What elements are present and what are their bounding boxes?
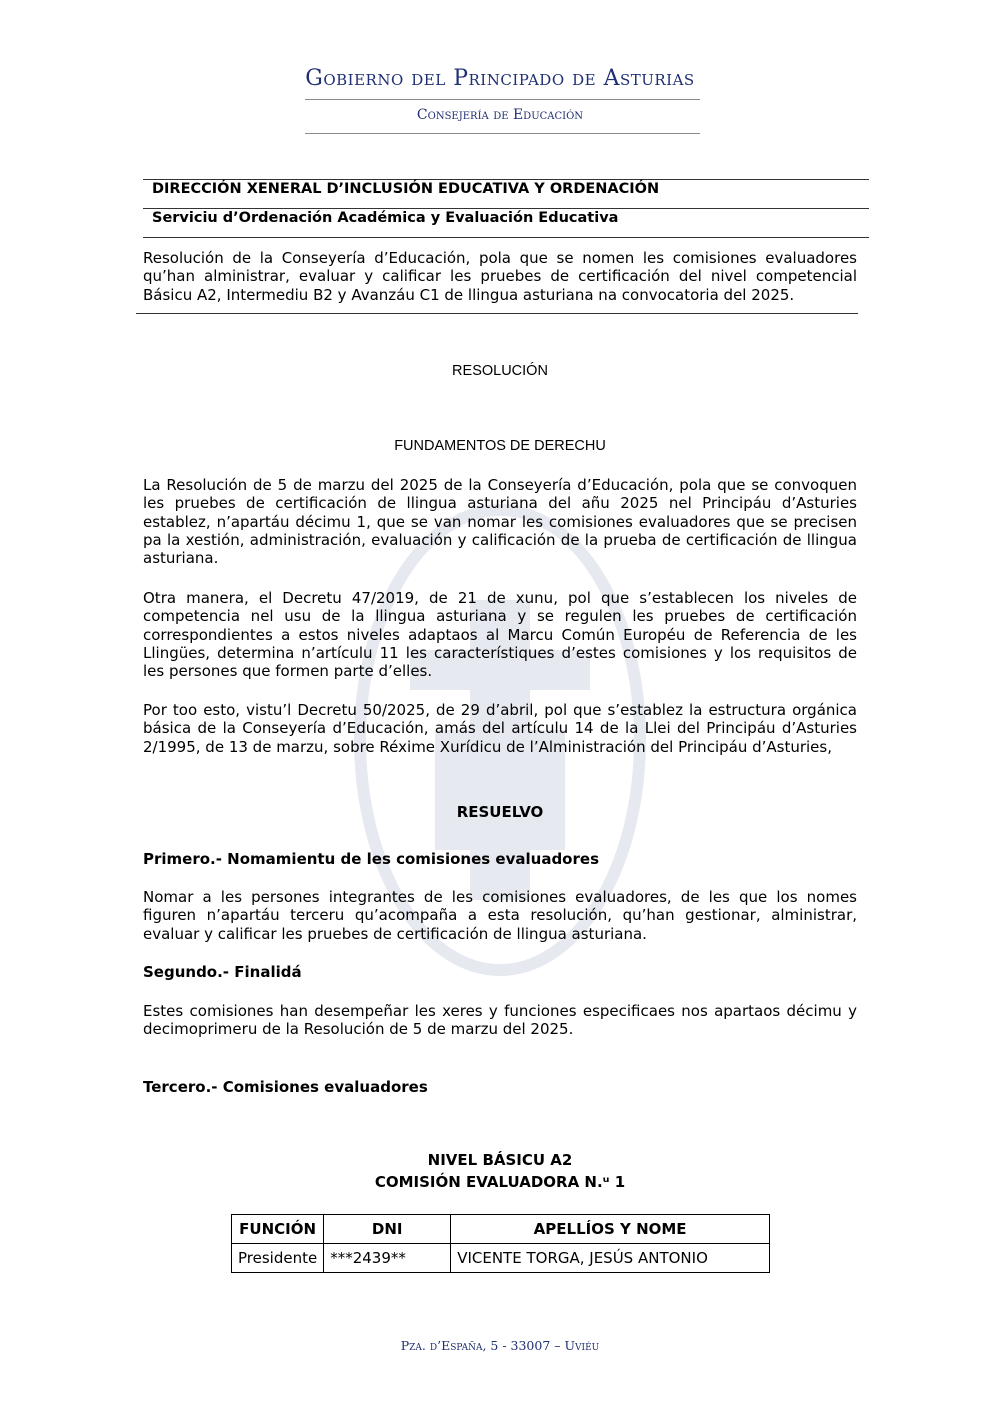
subject-rule [136, 313, 858, 314]
column-header-name: APELLÍOS Y NOME [451, 1215, 770, 1244]
paragraph-3: Por too esto, vistu’l Decretu 50/2025, de 29 d’abril, pol que s’establez la estructura orgánica básica de la Conseyería d’Educación, amás del artículu 14 de la Llei del Principáu d’Asturies 2/1995, de 13 de marzu, sobre Réxime Xurídicu de l’Alministración del Principáu d’Asturies, [143, 701, 857, 756]
column-header-funcion: FUNCIÓN [232, 1215, 324, 1244]
table-header-row [232, 1215, 770, 1244]
primero-text: Nomar a les persones integrantes de les comisiones evaluadores, de les que los nomes figuren n’apartáu terceru qu’acompaña a esta resolución, qu’han gestionar, alministrar, evaluar y calificar les pruebes de certificación de llingua asturiana. [143, 888, 857, 943]
segundo-text: Estes comisiones han desempeñar les xeres y funciones especificaes nos apartaos décimu y decimoprimeru de la Resolución de 5 de marzu del 2025. [143, 1002, 857, 1039]
level-title: NIVEL BÁSICU A2 [427, 1151, 573, 1169]
paragraph-2: Otra manera, el Decretu 47/2019, de 21 de xunu, pol que s’establecen los niveles de competencia nel usu de la llingua asturiana y se regulen les pruebes de certificación correspondientes a estos niveles adaptaos al Marcu Común Européu de Referencia de les Llingües, determina n’artículu 11 les característiques d’estes comisiones y los requisitos de les persones que formen parte d’elles. [143, 589, 857, 681]
footer-address: Pza. d’España, 5 - 33007 – Uviéu [400, 1338, 600, 1353]
resolution-subject: Resolución de la Conseyería d’Educación, pola que se nomen les comisiones evaluadores qu’han alministrar, evaluar y calificar les pruebes de certificación del nivel competencial Básicu A2, Intermediu B2 y Avanzáu C1 de llingua asturiana na convocatoria del 2025. [143, 249, 857, 304]
directorate-name: DIRECCIÓN XENERAL D’INCLUSIÓN EDUCATIVA Y ORDENACIÓN [152, 181, 660, 197]
fundamentos-heading: FUNDAMENTOS DE DERECHU [394, 438, 606, 454]
section-rule-bottom [143, 237, 869, 238]
cell-dni: ***2439** [324, 1244, 451, 1273]
table-row [232, 1244, 770, 1273]
resolution-heading: RESOLUCIÓN [452, 363, 548, 379]
commission-title: COMISIÓN EVALUADORA N.ᵘ 1 [374, 1173, 626, 1191]
column-header-dni: DNI [324, 1215, 451, 1244]
cell-funcion: Presidente [232, 1244, 324, 1273]
resuelvo-heading: RESUELVO [456, 803, 544, 821]
section-rule-top [143, 179, 869, 180]
service-name: Serviciu d’Ordenación Académica y Evaluación Educativa [152, 210, 619, 226]
primero-heading: Primero.- Nomamientu de les comisiones evaluadores [143, 850, 599, 868]
header-divider-bottom [305, 133, 700, 134]
segundo-heading: Segundo.- Finalidá [143, 963, 302, 981]
section-rule-middle [143, 208, 869, 209]
organization-title: Gobierno del Principado de Asturias [305, 66, 695, 91]
tercero-heading: Tercero.- Comisiones evaluadores [143, 1078, 428, 1096]
commission-table [231, 1214, 770, 1273]
cell-name: VICENTE TORGA, JESÚS ANTONIO [451, 1244, 770, 1273]
paragraph-1: La Resolución de 5 de marzu del 2025 de la Conseyería d’Educación, pola que se convoquen les pruebes de certificación de llingua asturiana del añu 2025 nel Principáu d’Asturies establez, n’apartáu décimu 1, que se van nomar les comisiones evaluadores que se precisen pa la xestión, administración, evaluación y calificación de la prueba de certificación de llingua asturiana. [143, 476, 857, 568]
department-title: Consejería de Educación [416, 107, 584, 123]
header-divider [305, 99, 700, 100]
